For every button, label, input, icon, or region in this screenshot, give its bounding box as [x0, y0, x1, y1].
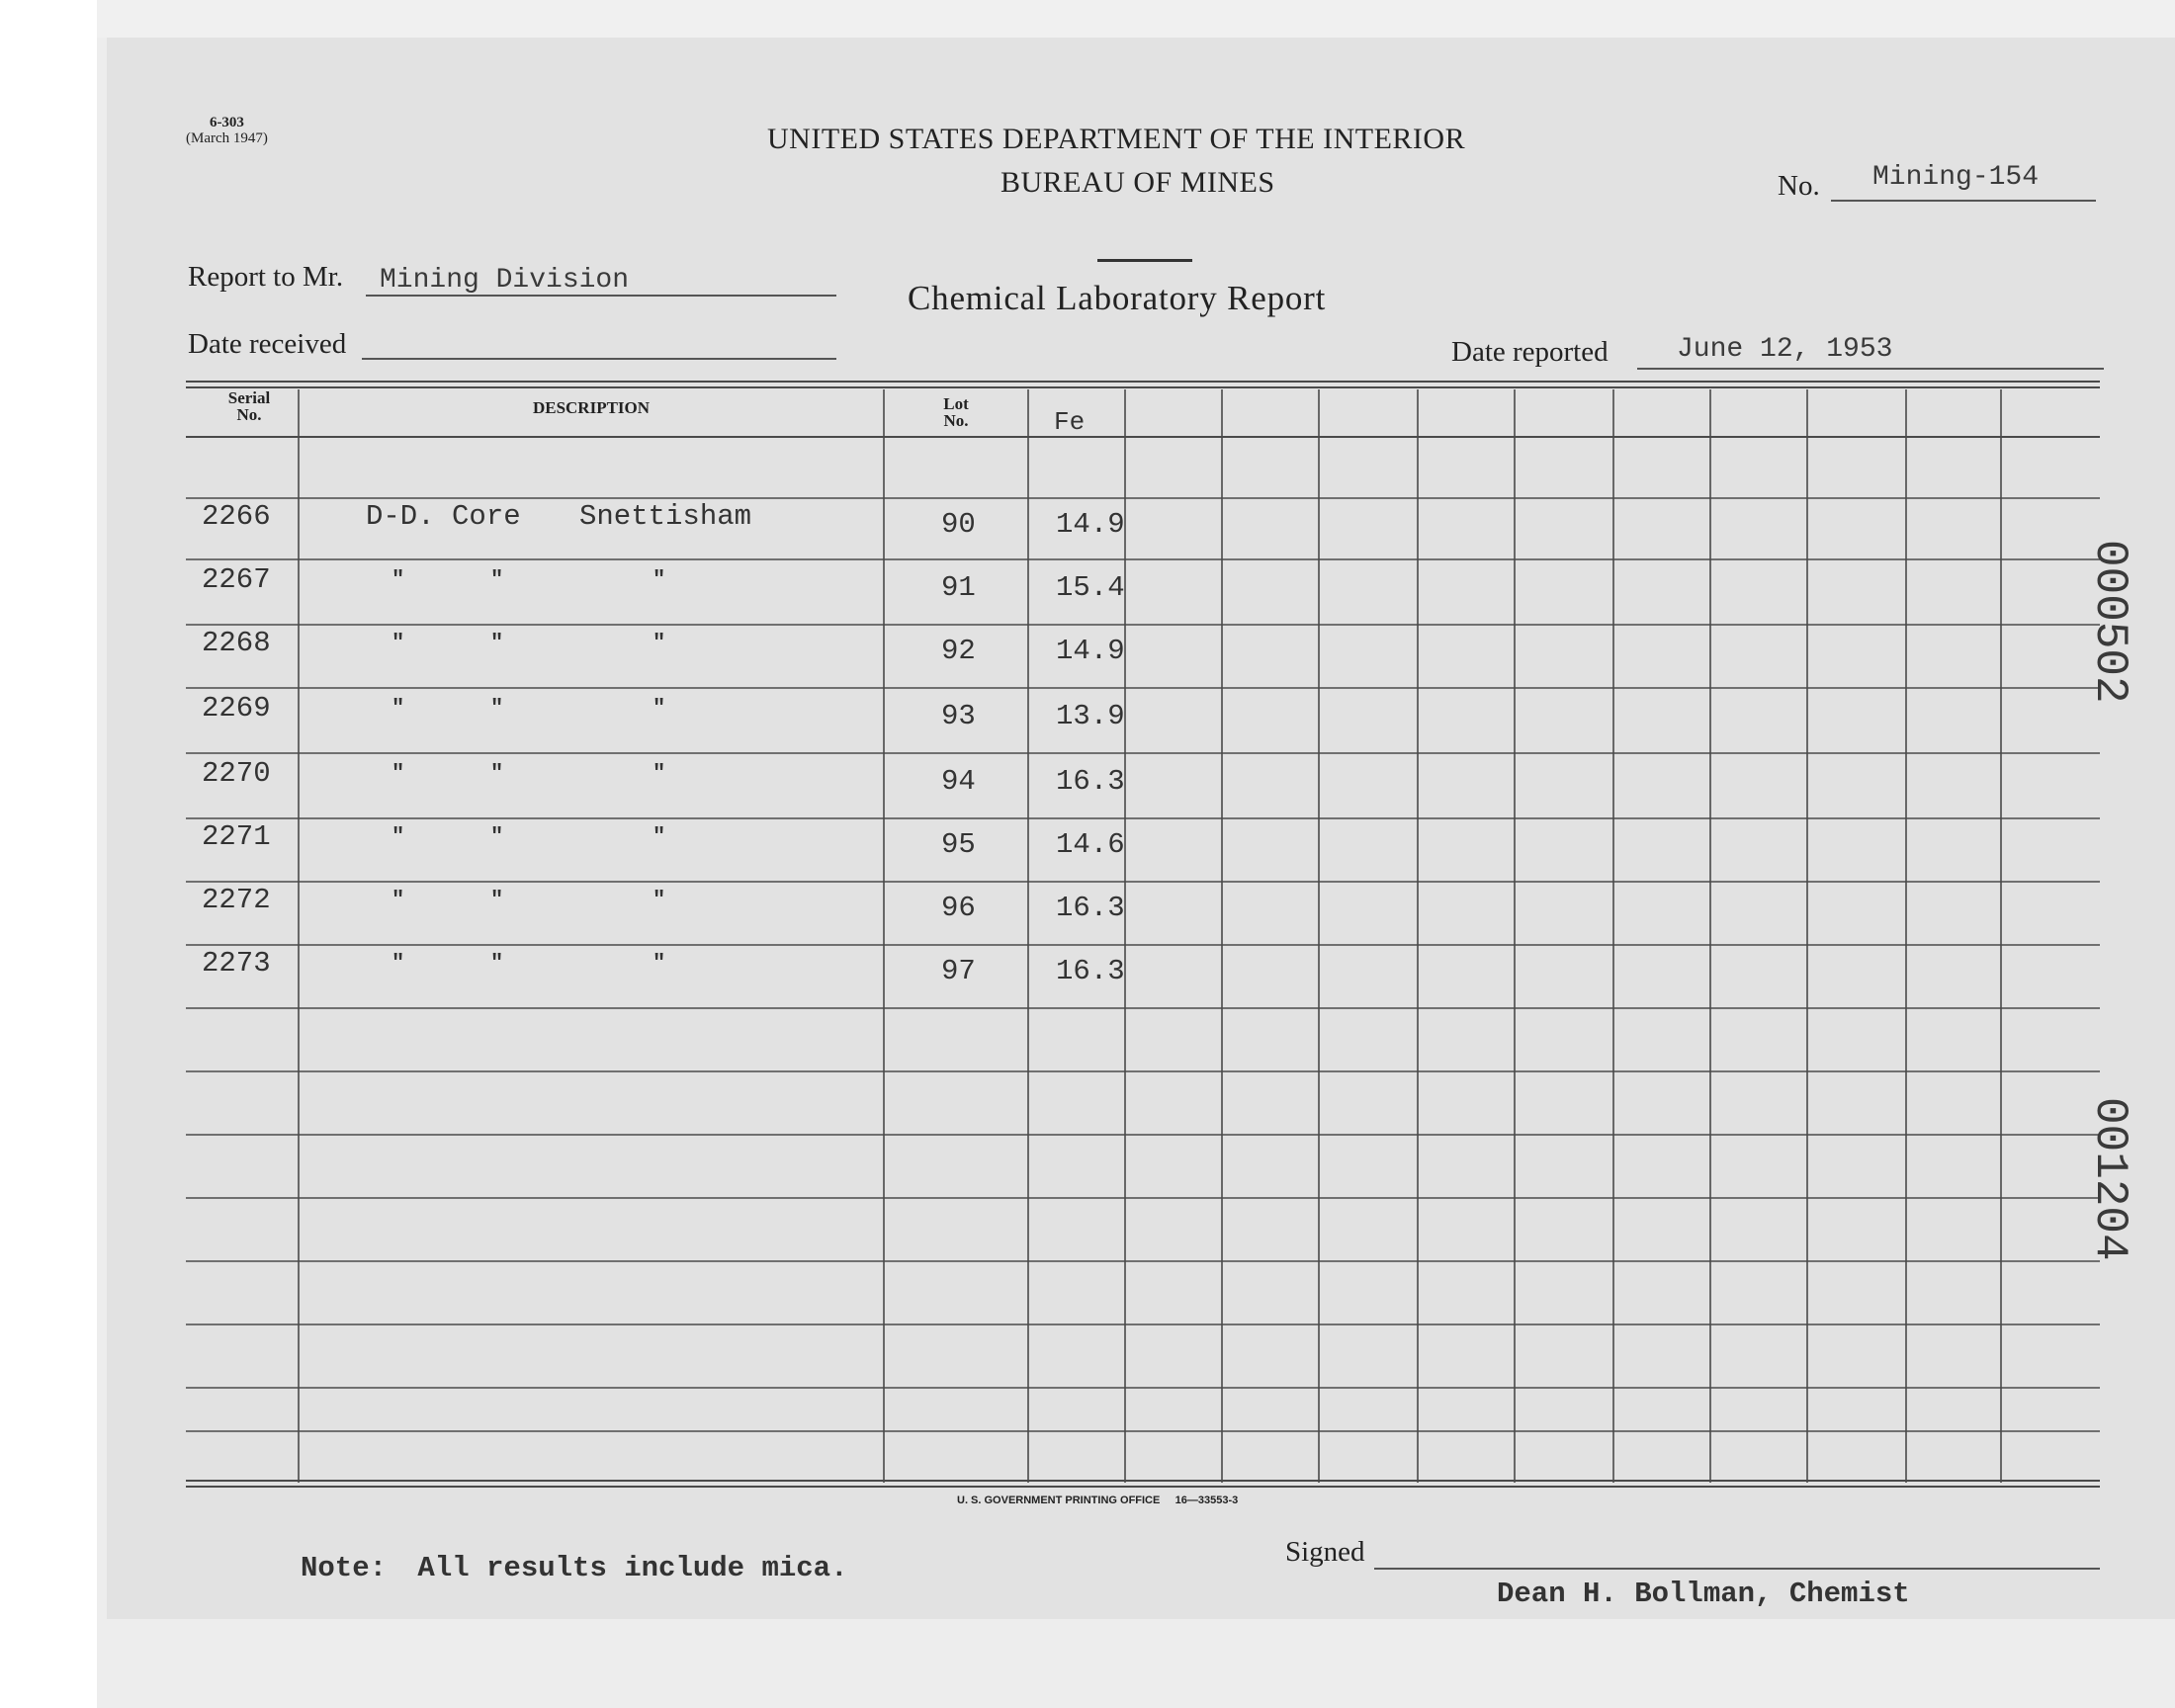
stamp-number-lower: 001204	[2084, 1097, 2135, 1261]
serial-cell: 2267	[202, 563, 271, 596]
report-to-value: Mining Division	[380, 265, 630, 296]
date-reported-value: June 12, 1953	[1677, 334, 1893, 365]
lot-cell: 94	[941, 765, 976, 798]
ditto-mark: "	[652, 824, 666, 849]
serial-header	[204, 389, 295, 423]
ditto-mark: "	[392, 631, 405, 655]
department-heading: UNITED STATES DEPARTMENT OF THE INTERIOR	[767, 123, 1466, 155]
signer-name: Dean H. Bollman, Chemist	[1497, 1578, 1910, 1610]
description-cell: Snettisham	[579, 500, 752, 533]
note	[301, 1552, 848, 1584]
ditto-mark: "	[392, 567, 405, 592]
note-text: All results include mica.	[417, 1552, 848, 1584]
report-number-value: Mining-154	[1872, 162, 2040, 193]
serial-cell: 2271	[202, 820, 271, 853]
date-reported-label: Date reported	[1451, 336, 1609, 368]
report-sheet	[107, 38, 2175, 1619]
scan-top-margin	[97, 0, 2175, 38]
stamp-number-upper: 000502	[2084, 540, 2135, 704]
serial-cell: 2273	[202, 947, 271, 980]
bureau-heading: BUREAU OF MINES	[1000, 166, 1275, 199]
serial-cell: 2269	[202, 692, 271, 725]
fe-cell: 16.3	[1056, 892, 1125, 924]
table-grid	[107, 38, 2175, 1619]
lot-header	[884, 395, 1028, 429]
scan-margin	[0, 0, 97, 1708]
report-number-label: No.	[1778, 170, 1820, 202]
ditto-mark: "	[392, 761, 405, 786]
form-edition: (March 1947)	[186, 130, 268, 146]
ditto-mark: "	[490, 696, 504, 721]
report-to-label: Report to Mr.	[188, 261, 344, 293]
lot-header-line1: Lot	[943, 394, 969, 413]
lot-cell: 91	[941, 571, 976, 604]
form-number: 6-303	[209, 115, 244, 130]
fe-cell: 13.9	[1056, 700, 1125, 732]
lot-cell: 97	[941, 955, 976, 987]
ditto-mark: "	[490, 631, 504, 655]
ditto-mark: "	[652, 696, 666, 721]
fe-cell: 16.3	[1056, 955, 1125, 987]
ditto-mark: "	[490, 567, 504, 592]
fe-cell: 16.3	[1056, 765, 1125, 798]
ditto-mark: "	[392, 888, 405, 912]
ditto-mark: "	[490, 951, 504, 976]
lot-cell: 95	[941, 828, 976, 861]
signature-line	[1374, 1568, 2100, 1570]
fe-cell: 15.4	[1056, 571, 1125, 604]
note-label: Note:	[301, 1552, 388, 1584]
date-received-label: Date received	[188, 328, 347, 360]
ditto-mark: "	[392, 951, 405, 976]
serial-cell: 2268	[202, 627, 271, 659]
lot-cell: 90	[941, 508, 976, 541]
ditto-mark: "	[392, 696, 405, 721]
description-cell: D-D. Core	[366, 500, 521, 533]
ditto-mark: "	[392, 824, 405, 849]
report-title: Chemical Laboratory Report	[908, 279, 1327, 317]
fe-cell: 14.9	[1056, 635, 1125, 667]
fe-cell: 14.6	[1056, 828, 1125, 861]
ditto-mark: "	[490, 824, 504, 849]
description-header: DESCRIPTION	[532, 398, 651, 417]
serial-header-line1: Serial	[227, 388, 271, 407]
ditto-mark: "	[490, 761, 504, 786]
serial-cell: 2266	[202, 500, 271, 533]
fe-header: Fe	[1054, 407, 1086, 437]
ditto-mark: "	[652, 951, 666, 976]
ditto-mark: "	[652, 888, 666, 912]
lot-cell: 93	[941, 700, 976, 732]
lot-cell: 96	[941, 892, 976, 924]
lot-header-line2: No.	[943, 411, 969, 430]
serial-header-line2: No.	[236, 405, 262, 424]
ditto-mark: "	[652, 761, 666, 786]
serial-cell: 2270	[202, 757, 271, 790]
lot-cell: 92	[941, 635, 976, 667]
signed-label: Signed	[1285, 1536, 1365, 1568]
ditto-mark: "	[652, 631, 666, 655]
serial-cell: 2272	[202, 884, 271, 916]
printer-line: U. S. GOVERNMENT PRINTING OFFICE 16—33553-3	[957, 1494, 1239, 1506]
ditto-mark: "	[490, 888, 504, 912]
fe-cell: 14.9	[1056, 508, 1125, 541]
ditto-mark: "	[652, 567, 666, 592]
